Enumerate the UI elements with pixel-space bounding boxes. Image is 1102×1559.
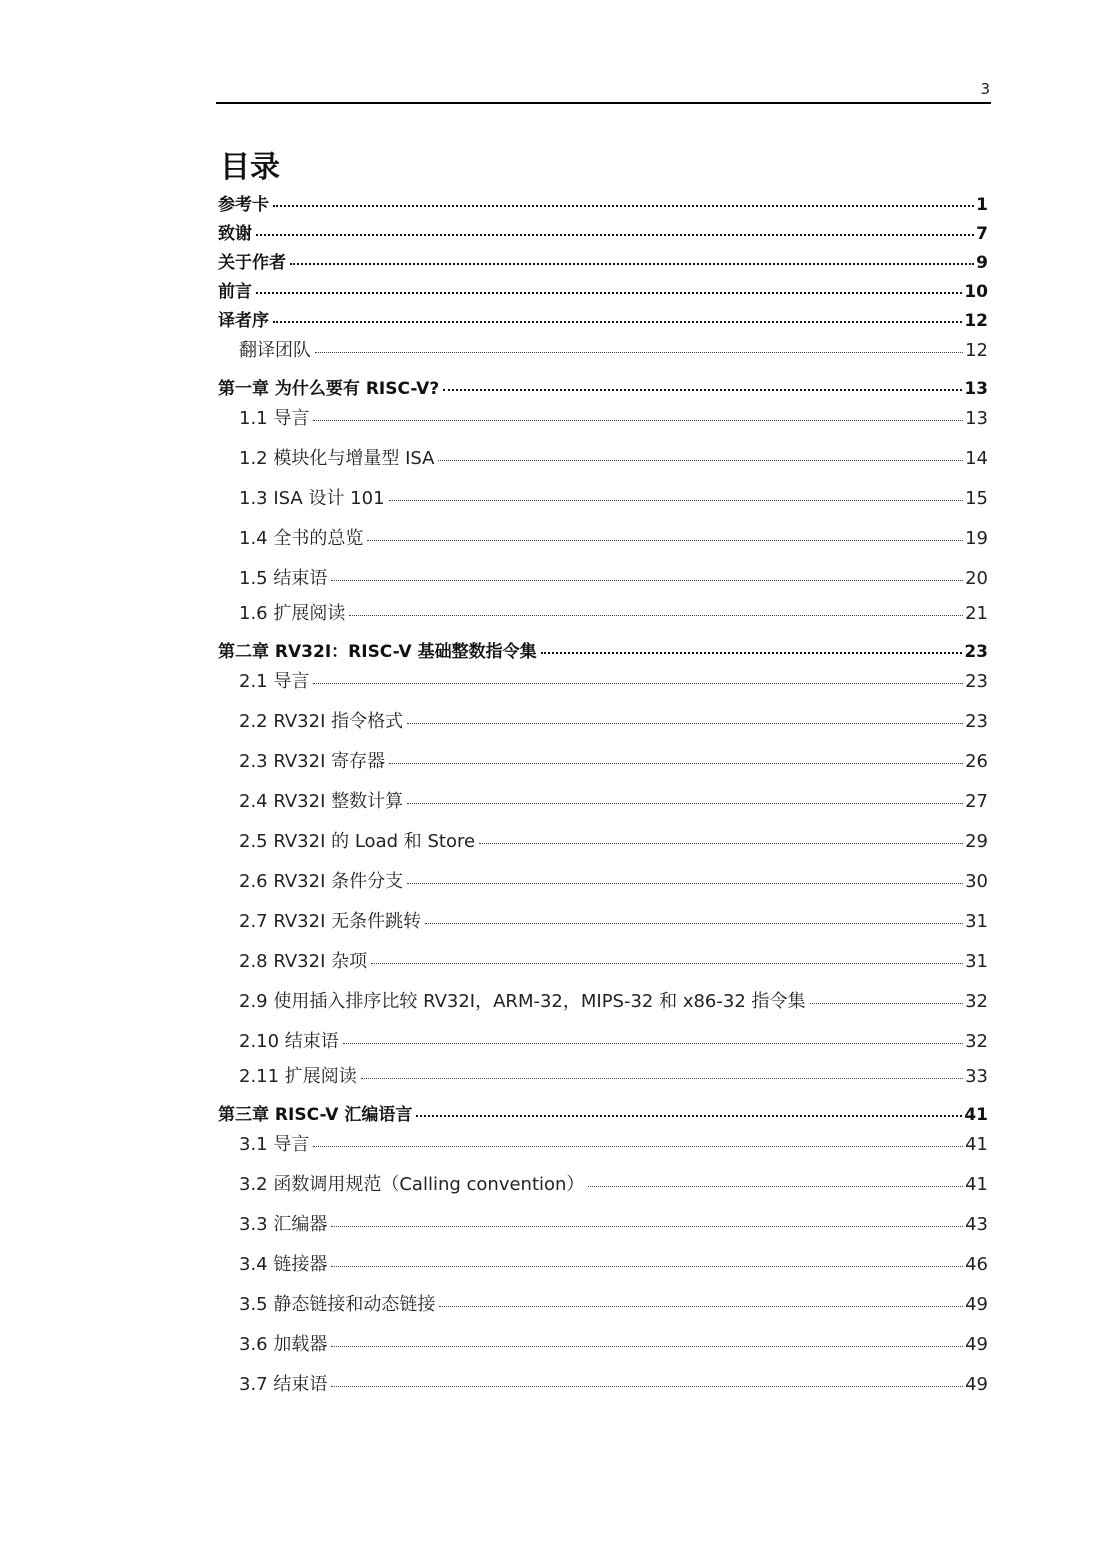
dot-leader: [407, 803, 963, 804]
dot-leader: [810, 1003, 964, 1004]
toc-entry-label: 1.1 导言: [239, 408, 310, 429]
dot-leader: [588, 1186, 963, 1187]
toc-entry-label: 参考卡: [218, 195, 269, 215]
toc-entry-label: 1.2 模块化与增量型 ISA: [239, 448, 435, 469]
toc-entry-label: 3.7 结束语: [239, 1374, 328, 1395]
toc-entry-page: 15: [965, 488, 988, 509]
toc-entry[interactable]: [218, 278, 988, 307]
toc-entry-label: 关于作者: [218, 253, 286, 273]
toc-entry-label: 3.4 链接器: [239, 1254, 328, 1275]
toc-entry-label: 2.5 RV32I 的 Load 和 Store: [239, 831, 476, 852]
toc-entry[interactable]: [218, 1245, 988, 1285]
toc-entry[interactable]: [218, 559, 988, 599]
toc-entry-label: 前言: [218, 282, 252, 302]
page-number: 3: [980, 80, 990, 98]
toc-entry[interactable]: [218, 1205, 988, 1245]
toc-entry[interactable]: [218, 1022, 988, 1062]
toc-entry[interactable]: [218, 479, 988, 519]
toc-entry-label: 2.2 RV32I 指令格式: [239, 711, 404, 732]
toc-entry-label: 2.6 RV32I 条件分支: [239, 871, 404, 892]
dot-leader: [331, 1346, 963, 1347]
dot-leader: [256, 234, 974, 236]
toc-entry[interactable]: [218, 1285, 988, 1325]
dot-leader: [389, 763, 963, 764]
toc-entry-page: 31: [965, 911, 988, 932]
dot-leader: [407, 723, 963, 724]
toc-entry-page: 1: [976, 195, 988, 215]
toc-entry-page: 23: [964, 642, 988, 662]
toc-entry-page: 49: [965, 1374, 988, 1395]
toc-entry-label: 翻译团队: [239, 340, 311, 361]
toc-entry-page: 41: [965, 1174, 988, 1195]
dot-leader: [331, 1226, 963, 1227]
dot-leader: [349, 615, 963, 616]
dot-leader: [331, 1386, 963, 1387]
toc-entry[interactable]: [218, 1062, 988, 1091]
dot-leader: [273, 321, 962, 323]
toc-entry[interactable]: [218, 1101, 988, 1130]
toc-entry-page: 13: [965, 408, 988, 429]
toc-entry-page: 43: [965, 1214, 988, 1235]
toc-entry-label: 1.6 扩展阅读: [239, 603, 346, 624]
toc-entry[interactable]: [218, 336, 988, 365]
toc-entry-page: 49: [965, 1294, 988, 1315]
toc-entry-page: 12: [965, 340, 988, 361]
dot-leader: [315, 352, 963, 353]
toc-entry-page: 12: [964, 311, 988, 331]
toc-entry-label: 1.3 ISA 设计 101: [239, 488, 385, 509]
toc-entry[interactable]: [218, 902, 988, 942]
dot-leader: [438, 460, 963, 461]
toc-entry-page: 32: [965, 1031, 988, 1052]
toc-entry[interactable]: [218, 307, 988, 336]
toc-entry-label: 3.6 加载器: [239, 1334, 328, 1355]
toc-entry-label: 1.4 全书的总览: [239, 528, 364, 549]
toc-entry[interactable]: [218, 982, 988, 1022]
toc-entry-page: 21: [965, 603, 988, 624]
toc-entry[interactable]: [218, 667, 988, 696]
toc-entry[interactable]: [218, 375, 988, 404]
toc-entry-page: 7: [976, 224, 988, 244]
toc-title: 目录: [220, 150, 280, 185]
toc-entry-page: 14: [965, 448, 988, 469]
toc-entry-page: 23: [965, 671, 988, 692]
dot-leader: [313, 420, 963, 421]
toc-entry-page: 27: [965, 791, 988, 812]
toc-entry[interactable]: [218, 404, 988, 433]
toc-entry-label: 2.3 RV32I 寄存器: [239, 751, 386, 772]
toc-entry-page: 20: [965, 568, 988, 589]
toc-entry-label: 第三章 RISC-V 汇编语言: [218, 1105, 413, 1125]
toc-entry[interactable]: [218, 782, 988, 822]
toc-entry-label: 3.2 函数调用规范（Calling convention）: [239, 1174, 585, 1195]
toc-entry[interactable]: [218, 942, 988, 982]
dot-leader: [343, 1043, 963, 1044]
toc-entry[interactable]: [218, 702, 988, 742]
dot-leader: [290, 263, 974, 265]
dot-leader: [425, 923, 963, 924]
dot-leader: [313, 1146, 963, 1147]
dot-leader: [479, 843, 963, 844]
toc-entry-page: 23: [965, 711, 988, 732]
dot-leader: [389, 500, 964, 501]
toc-entry-label: 2.8 RV32I 杂项: [239, 951, 368, 972]
toc-entry[interactable]: [218, 862, 988, 902]
toc-entry-label: 第二章 RV32I：RISC-V 基础整数指令集: [218, 642, 537, 662]
toc-entry[interactable]: [218, 599, 988, 628]
toc-entry[interactable]: [218, 822, 988, 862]
toc-entry-label: 3.5 静态链接和动态链接: [239, 1294, 436, 1315]
toc-entry[interactable]: [218, 1130, 988, 1159]
toc-entry-page: 41: [965, 1134, 988, 1155]
toc-entry-label: 1.5 结束语: [239, 568, 328, 589]
toc-entry-page: 32: [965, 991, 988, 1012]
toc-entry-page: 10: [964, 282, 988, 302]
dot-leader: [256, 292, 962, 294]
dot-leader: [331, 580, 963, 581]
dot-leader: [367, 540, 963, 541]
dot-leader: [331, 1266, 963, 1267]
toc-entry-label: 3.1 导言: [239, 1134, 310, 1155]
toc-entry[interactable]: [218, 249, 988, 278]
toc-entry-label: 2.11 扩展阅读: [239, 1066, 357, 1087]
toc-entry-label: 译者序: [218, 311, 269, 331]
toc-entry-page: 31: [965, 951, 988, 972]
toc-entry-label: 3.3 汇编器: [239, 1214, 328, 1235]
dot-leader: [313, 683, 963, 684]
dot-leader: [407, 883, 963, 884]
toc-entry-label: 2.9 使用插入排序比较 RV32I，ARM-32，MIPS-32 和 x86-32 指令集: [239, 991, 806, 1012]
toc-entry-page: 49: [965, 1334, 988, 1355]
toc-entry-page: 13: [964, 379, 988, 399]
dot-leader: [439, 1306, 963, 1307]
dot-leader: [273, 205, 974, 207]
table-of-contents: [218, 191, 988, 1405]
toc-entry-label: 2.10 结束语: [239, 1031, 339, 1052]
dot-leader: [361, 1078, 963, 1079]
toc-entry[interactable]: [218, 1165, 988, 1205]
toc-entry-page: 9: [976, 253, 988, 273]
toc-entry-label: 致谢: [218, 224, 252, 244]
toc-entry-page: 19: [965, 528, 988, 549]
header-rule: [216, 102, 991, 104]
dot-leader: [443, 389, 962, 391]
toc-entry[interactable]: [218, 638, 988, 667]
toc-entry-label: 第一章 为什么要有 RISC-V?: [218, 379, 440, 399]
toc-entry-page: 26: [965, 751, 988, 772]
toc-entry-page: 30: [965, 871, 988, 892]
toc-entry-page: 33: [965, 1066, 988, 1087]
toc-entry-label: 2.4 RV32I 整数计算: [239, 791, 404, 812]
toc-entry[interactable]: [218, 519, 988, 559]
toc-entry-label: 2.1 导言: [239, 671, 310, 692]
toc-entry[interactable]: [218, 742, 988, 782]
toc-entry[interactable]: [218, 439, 988, 479]
toc-entry[interactable]: [218, 1325, 988, 1365]
toc-entry[interactable]: [218, 220, 988, 249]
toc-entry[interactable]: [218, 1365, 988, 1405]
toc-entry-page: 46: [965, 1254, 988, 1275]
toc-entry-label: 2.7 RV32I 无条件跳转: [239, 911, 422, 932]
dot-leader: [371, 963, 963, 964]
toc-entry-page: 41: [964, 1105, 988, 1125]
dot-leader: [541, 652, 963, 654]
toc-entry-page: 29: [965, 831, 988, 852]
dot-leader: [416, 1115, 962, 1117]
toc-entry[interactable]: [218, 191, 988, 220]
